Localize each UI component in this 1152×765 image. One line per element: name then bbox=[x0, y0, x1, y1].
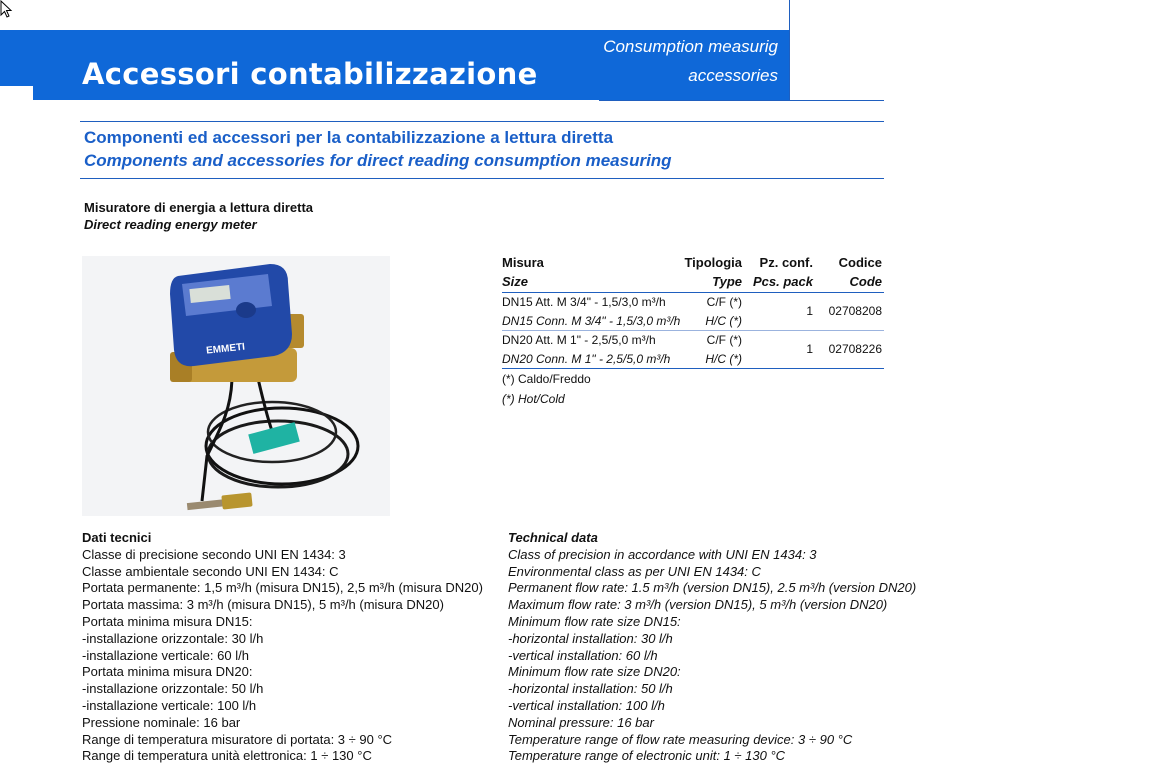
header-divider bbox=[789, 0, 790, 100]
tech-it-line: -installazione orizzontale: 50 l/h bbox=[82, 681, 264, 697]
table-row-1-type-it: C/F (*) bbox=[706, 295, 742, 309]
table-header-pack-it: Pz. conf. bbox=[759, 255, 813, 270]
table-row-2-size-en: DN20 Conn. M 1" - 2,5/5,0 m³/h bbox=[502, 352, 671, 366]
page-subtitle-line2: accessories bbox=[688, 66, 778, 85]
header-rule bbox=[599, 100, 884, 101]
tech-data-it-heading: Dati tecnici bbox=[82, 530, 152, 545]
tech-data-en-heading: Technical data bbox=[508, 530, 598, 545]
page-subtitle-line1: Consumption measurig bbox=[603, 37, 778, 56]
section-title-en: Components and accessories for direct reading consumption measuring bbox=[84, 151, 672, 170]
tech-it-line: Classe di precisione secondo UNI EN 1434: 3 bbox=[82, 546, 346, 562]
table-header-code-en: Code bbox=[849, 274, 882, 289]
tech-it-line: Range di temperatura misuratore di portata: 3 ÷ 90 °C bbox=[82, 731, 393, 747]
tech-en-line: Temperature range of flow rate measuring device: 3 ÷ 90 °C bbox=[508, 731, 853, 747]
section-rule-bottom bbox=[80, 178, 884, 179]
tech-en-line: Minimum flow rate size DN20: bbox=[508, 664, 681, 680]
product-name-it: Misuratore di energia a lettura diretta bbox=[84, 200, 314, 215]
tech-it-line: -installazione verticale: 100 l/h bbox=[82, 697, 257, 713]
table-row-2-code: 02708226 bbox=[828, 342, 882, 356]
table-row-1-size-it: DN15 Att. M 3/4" - 1,5/3,0 m³/h bbox=[502, 295, 666, 309]
table-row-1-code: 02708208 bbox=[828, 304, 882, 318]
header-band-lower-right bbox=[599, 86, 789, 100]
table-header-size-en: Size bbox=[502, 274, 529, 289]
tech-data-en bbox=[508, 530, 917, 764]
table-header-type-en: Type bbox=[712, 274, 742, 289]
section-rule-top bbox=[80, 121, 884, 122]
section-title-it: Componenti ed accessori per la contabilizzazione a lettura diretta bbox=[84, 128, 614, 147]
table-header-code-it: Codice bbox=[838, 255, 882, 270]
table-row-2-type-en: H/C (*) bbox=[705, 352, 742, 366]
tech-en-line: -vertical installation: 60 l/h bbox=[508, 647, 658, 663]
table-header-type-it: Tipologia bbox=[684, 255, 742, 270]
tech-it-line: -installazione verticale: 60 l/h bbox=[82, 647, 249, 663]
table-header-pack-en: Pcs. pack bbox=[753, 274, 813, 289]
tech-it-line: Portata massima: 3 m³/h (misura DN15), 5 m³/h (misura DN20) bbox=[82, 597, 444, 613]
tech-en-line: -vertical installation: 100 l/h bbox=[508, 697, 665, 713]
table-row-1-pack: 1 bbox=[806, 304, 813, 318]
tech-it-line: -installazione orizzontale: 30 l/h bbox=[82, 630, 264, 646]
tech-it-line: Pressione nominale: 16 bar bbox=[82, 714, 241, 730]
tech-en-line: -horizontal installation: 50 l/h bbox=[508, 681, 673, 697]
table-row-1-size-en: DN15 Conn. M 3/4" - 1,5/3,0 m³/h bbox=[502, 314, 681, 328]
tech-it-line: Portata permanente: 1,5 m³/h (misura DN15), 2,5 m³/h (misura DN20) bbox=[82, 580, 483, 596]
tech-it-line: Portata minima misura DN15: bbox=[82, 613, 253, 629]
table-row-2-type-it: C/F (*) bbox=[706, 333, 742, 347]
table-row-2-size-it: DN20 Att. M 1" - 2,5/5,0 m³/h bbox=[502, 333, 656, 347]
tech-it-line: Portata minima misura DN20: bbox=[82, 664, 253, 680]
product-name-en: Direct reading energy meter bbox=[84, 217, 257, 232]
tech-en-line: Class of precision in accordance with UNI EN 1434: 3 bbox=[508, 546, 817, 562]
table-row-rule bbox=[502, 330, 884, 331]
tech-en-line: Minimum flow rate size DN15: bbox=[508, 613, 681, 629]
table-header-rule bbox=[502, 292, 884, 293]
energy-meter-image bbox=[82, 256, 390, 516]
table-row-2-pack: 1 bbox=[806, 342, 813, 356]
tech-en-line: Environmental class as per UNI EN 1434: C bbox=[508, 563, 761, 579]
tech-en-line: Maximum flow rate: 3 m³/h (version DN15), 5 m³/h (version DN20) bbox=[508, 597, 888, 613]
tech-it-line: Range di temperatura unità elettronica: 1 ÷ 130 °C bbox=[82, 748, 372, 764]
tech-data-it bbox=[82, 530, 483, 764]
tech-en-line: Nominal pressure: 16 bar bbox=[508, 714, 654, 730]
tech-en-line: Permanent flow rate: 1.5 m³/h (version DN15), 2.5 m³/h (version DN20) bbox=[508, 580, 917, 596]
svg-text:EMMETI: EMMETI bbox=[205, 341, 246, 357]
table-note-it: (*) Caldo/Freddo bbox=[502, 372, 591, 386]
tech-en-line: -horizontal installation: 30 l/h bbox=[508, 630, 673, 646]
table-bottom-rule bbox=[502, 368, 884, 369]
product-photo bbox=[82, 256, 390, 516]
table-header-size-it: Misura bbox=[502, 255, 544, 270]
mouse-cursor-icon bbox=[0, 0, 14, 20]
tech-it-line: Classe ambientale secondo UNI EN 1434: C bbox=[82, 563, 339, 579]
table-note-en: (*) Hot/Cold bbox=[502, 392, 565, 406]
table-row-1-type-en: H/C (*) bbox=[705, 314, 742, 328]
tech-en-line: Temperature range of electronic unit: 1 ÷ 130 °C bbox=[508, 748, 786, 764]
page-title: Accessori contabilizzazione bbox=[82, 57, 538, 91]
